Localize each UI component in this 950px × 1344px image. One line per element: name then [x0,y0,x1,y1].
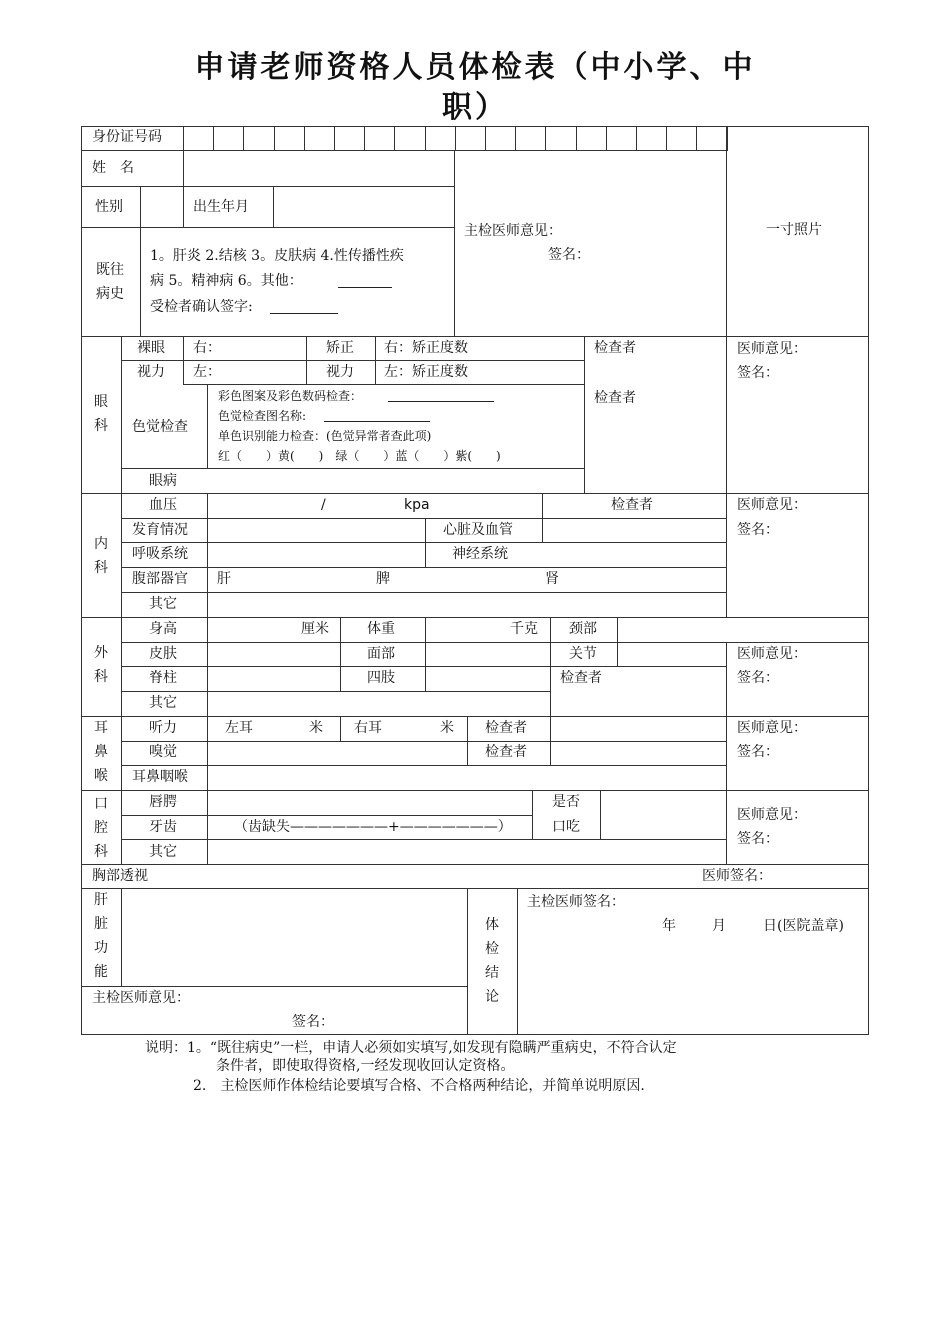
eye-examiner-1: 检查者 [594,340,636,356]
heart-vessel-label: 心脏及血管 [443,522,513,538]
ent-section-label: 耳鼻喉 [94,720,108,784]
grid-line [81,126,869,127]
height-label: 身高 [149,621,177,637]
naked-vision-label-2: 视力 [137,364,165,380]
naked-right-label: 右： [193,340,221,356]
grid-line [334,126,335,151]
smell-label: 嗅觉 [149,744,177,760]
photo-placeholder: 一寸照片 [766,222,822,238]
ent-doctor-signature: 签名： [737,744,779,760]
grid-line [726,126,727,337]
joint-label: 关节 [569,646,597,662]
grid-line [81,493,869,494]
hearing-label: 听力 [149,720,177,736]
grid-line [550,617,551,717]
grid-line [121,716,122,791]
grid-line [121,642,727,643]
grid-line [213,126,214,151]
grid-line [274,126,275,151]
internal-other-label: 其它 [149,596,177,612]
oral-doctor-opinion: 医师意见： [737,807,807,823]
bp-slash: / [321,497,326,513]
grid-line [542,493,543,543]
grid-line [183,336,184,385]
medical-history-label: 既往病史 [96,262,124,302]
grid-line [306,336,307,385]
grid-line [81,150,727,151]
ent-doctor-opinion: 医师意见： [737,720,807,736]
grid-line [696,126,697,151]
grid-line [81,790,869,791]
grid-line [584,336,585,494]
grid-line [183,126,184,151]
skin-label: 皮肤 [149,646,177,662]
grid-line [121,790,122,865]
smell-examiner: 检查者 [485,744,527,760]
grid-line [517,888,518,1035]
grid-line [81,1034,869,1035]
grid-line [121,815,533,816]
corrected-vision-label-1: 矫正 [326,340,354,356]
grid-line [207,384,208,469]
grid-line [81,126,82,1035]
eye-examiner-2: 检查者 [594,390,636,406]
grid-line [425,617,426,692]
grid-line [726,790,727,865]
color-chart-name: 色觉检查图名称: [218,409,307,423]
conclusion-chief-signature: 主检医师签名： [527,894,625,910]
grid-line [600,790,601,840]
grid-line [183,186,184,228]
note-line-2: 条件者，即使取得资格,一经发现收回认定资格。 [216,1058,515,1074]
surgery-section-label: 外科 [94,645,108,685]
grid-line [81,986,468,987]
grid-line [81,888,869,889]
grid-line [207,790,208,865]
bp-unit: kpa [404,497,430,513]
height-unit: 厘米 [301,621,329,637]
grid-line [454,150,455,337]
liver-label: 肝 [217,571,231,587]
grid-line [545,126,546,151]
grid-line [121,691,551,692]
chest-doctor-signature: 医师签名： [702,868,772,884]
grid-line [726,642,727,717]
grid-line [81,716,869,717]
stutter-label-1: 是否 [552,794,580,810]
teeth-missing-note: （齿缺失———————+———————） [234,819,512,835]
grid-line [140,186,141,337]
color-pattern-check: 彩色图案及彩色数码检查： [218,389,363,403]
grid-line [364,126,365,151]
conclusion-day-stamp: 日(医院盖章) [763,918,844,934]
grid-line [121,493,122,618]
grid-line [485,126,486,151]
grid-line [425,126,426,151]
grid-line [273,186,274,228]
color-vision-label: 色觉检查 [132,419,188,435]
limbs-label: 四肢 [367,670,395,686]
grid-line [183,384,585,385]
grid-line [81,336,869,337]
surgery-doctor-opinion: 医师意见： [737,646,807,662]
naked-left-label: 左： [193,364,221,380]
development-label: 发育情况 [132,522,188,538]
surgery-other-label: 其它 [149,695,177,711]
grid-line [304,126,305,151]
gender-label: 性别 [95,199,123,215]
grid-line [207,617,208,717]
grid-line [394,126,395,151]
chief-doctor-signature: 签名： [548,247,590,263]
grid-line [81,864,869,865]
face-label: 面部 [367,646,395,662]
internal-doctor-signature: 签名： [737,522,779,538]
ent-label: 耳鼻咽喉 [132,769,188,785]
grid-line [121,765,727,766]
grid-line [636,126,637,151]
grid-line [121,468,585,469]
abdomen-label: 腹部器官 [132,571,188,587]
naked-vision-label-1: 裸眼 [137,340,165,356]
history-confirm-signature: 受检者确认签字: [150,299,253,315]
grid-line [121,666,727,667]
oral-other-label: 其它 [149,844,177,860]
nervous-label: 神经系统 [452,546,508,562]
liver-signature: 签名： [292,1014,334,1030]
internal-doctor-opinion: 医师意见： [737,497,807,513]
birth-date-label: 出生年月 [193,199,249,215]
grid-line [666,126,667,151]
grid-line [726,642,869,643]
id-number-label: 身份证号码 [92,129,162,145]
grid-line [121,617,122,717]
conclusion-year: 年 [662,918,676,934]
grid-line [207,493,208,618]
note-line-1: 说明：1。“既往病史”一栏，申请人必须如实填写,如发现有隐瞒严重病史，不符合认定 [145,1040,677,1056]
grid-line [121,888,122,987]
liver-function-label: 肝脏功能 [94,892,108,980]
liver-chief-opinion: 主检医师意见： [92,990,190,1006]
grid-line [121,567,727,568]
stutter-label-2: 口吃 [552,819,580,835]
form-title-line2: 职） [442,90,508,125]
grid-line [726,336,727,494]
mono-color-check: 单色识别能力检查：(色觉异常者查此项) [218,429,432,443]
grid-line [340,716,341,742]
corrected-vision-label-2: 视力 [326,364,354,380]
grid-line [121,518,727,519]
right-corrected-degree: 右：矫正度数 [384,340,468,356]
grid-line [121,741,727,742]
grid-line [467,888,468,1035]
hearing-examiner: 检查者 [485,720,527,736]
eye-section-label: 眼科 [94,394,108,434]
grid-line [121,360,585,361]
color-items: 红（ ）黄( ) 绿（ ）蓝（ ）紫( ) [218,449,501,463]
kidney-label: 肾 [545,571,559,587]
internal-section-label: 内科 [94,536,108,576]
eye-disease-label: 眼病 [149,473,177,489]
grid-line [606,126,607,151]
oral-section-label: 口腔科 [94,796,108,860]
spine-label: 脊柱 [149,670,177,686]
grid-line [868,126,869,1035]
left-ear-label: 左耳 [225,720,253,736]
weight-label: 体重 [367,621,395,637]
eye-doctor-opinion: 医师意见： [737,341,807,357]
grid-line [81,186,455,187]
eye-doctor-signature: 签名： [737,365,779,381]
conclusion-label: 体检结论 [485,917,499,1005]
oral-doctor-signature: 签名： [737,831,779,847]
conclusion-month: 月 [712,918,726,934]
weight-unit: 千克 [510,621,538,637]
right-ear-label: 右耳 [354,720,382,736]
neck-label: 颈部 [569,621,597,637]
blood-pressure-label: 血压 [149,497,177,513]
left-ear-unit: 米 [309,720,323,736]
grid-line [121,839,727,840]
grid-line [425,518,426,568]
grid-line [81,227,455,228]
grid-line [81,617,869,618]
internal-examiner: 检查者 [611,497,653,513]
grid-line [243,126,244,151]
name-label: 姓 名 [92,160,134,176]
lips-label: 唇腭 [149,794,177,810]
teeth-label: 牙齿 [149,819,177,835]
grid-line [617,617,618,667]
history-options-line2: 病 5。精神病 6。其他： [150,273,303,289]
surgery-examiner: 检查者 [560,670,602,686]
grid-line [207,716,208,791]
grid-line [726,716,727,791]
chief-doctor-opinion: 主检医师意见： [464,223,562,239]
grid-line [340,617,341,692]
grid-line [455,126,456,151]
respiratory-label: 呼吸系统 [132,546,188,562]
grid-line [121,542,727,543]
grid-line [121,592,727,593]
spleen-label: 脾 [376,571,390,587]
note-line-3: 2. 主检医师作体检结论要填写合格、不合格两种结论，并简单说明原因. [193,1078,645,1094]
history-options-line1: 1。肝炎 2.结核 3。皮肤病 4.性传播性疾 [150,248,404,264]
grid-line [726,493,727,618]
chest-xray-label: 胸部透视 [92,868,148,884]
grid-line [515,126,516,151]
surgery-doctor-signature: 签名： [737,670,779,686]
form-title-line1: 申请老师资格人员体检表（中小学、中 [194,50,756,85]
left-corrected-degree: 左：矫正度数 [384,364,468,380]
right-ear-unit: 米 [440,720,454,736]
grid-line [375,336,376,385]
grid-line [576,126,577,151]
